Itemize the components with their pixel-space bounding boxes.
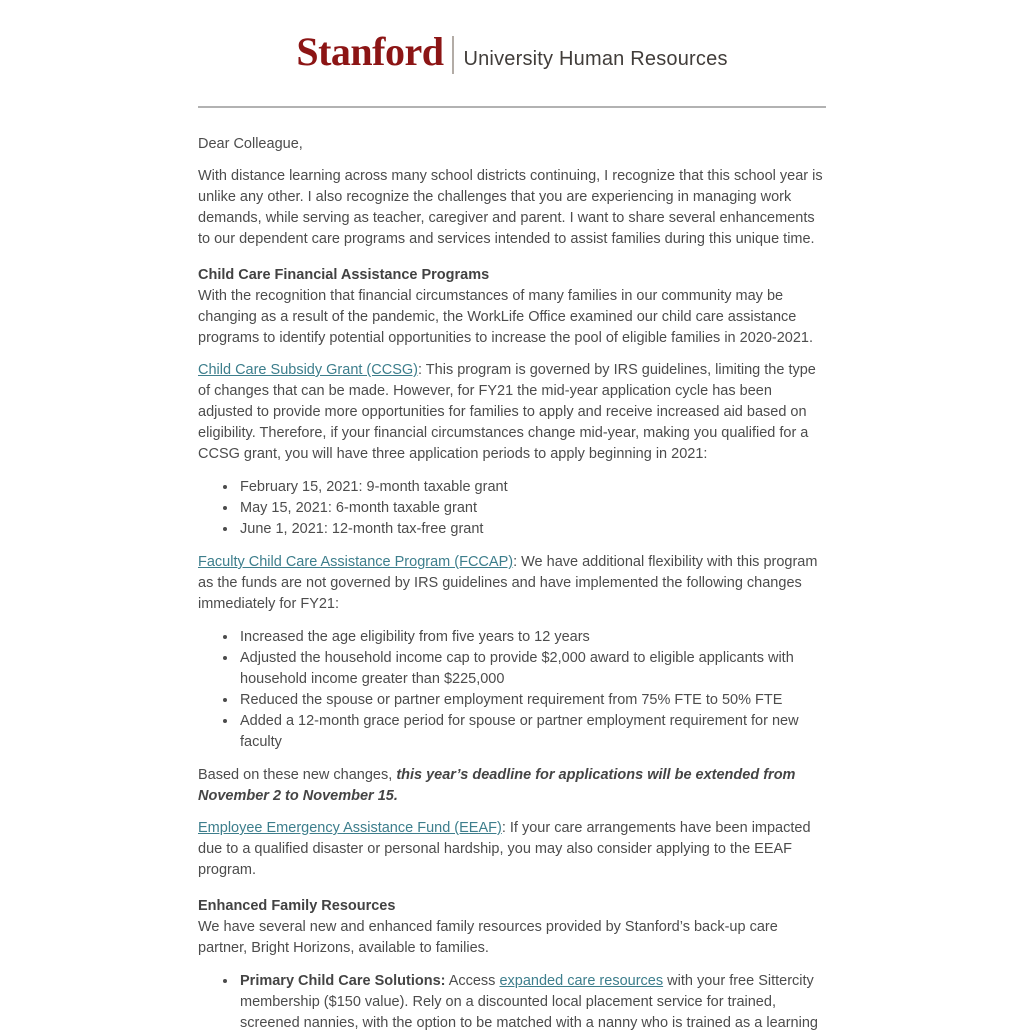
primary-child-care-label: Primary Child Care Solutions:: [240, 973, 446, 989]
fccap-link[interactable]: Faculty Child Care Assistance Program (FCCAP): [198, 554, 514, 570]
deadline-paragraph: [198, 765, 826, 807]
list-item: • June 1, 2021: 12-month tax-free grant: [238, 519, 826, 540]
list-item: • Reduced the spouse or partner employment requirement from 75% FTE to 50% FTE: [238, 690, 826, 711]
header-rule: [198, 106, 826, 108]
section1-heading: Child Care Financial Assistance Programs: [198, 267, 490, 283]
salutation: Dear Colleague,: [198, 136, 303, 152]
eeaf-link[interactable]: Employee Emergency Assistance Fund (EEAF): [198, 820, 502, 836]
ccsg-text: : This program is governed by IRS guidelines, limiting the type of changes that can be made. However, for FY21 the mid-year application cycle has been adjusted to provide more opportunities for families to apply and receive increased aid based on eligibility. Therefore, if your financial circumstances change mid-year, making you qualified for a CCSG grant, you will have three application periods to apply beginning in 2021:: [198, 362, 816, 462]
ccsg-bullet-list: [198, 477, 826, 540]
section2-heading: Enhanced Family Resources: [198, 898, 396, 914]
ccsg-link[interactable]: Child Care Subsidy Grant (CCSG): [198, 362, 418, 378]
primary-child-care-item: [238, 971, 826, 1034]
eeaf-paragraph: [198, 818, 826, 881]
fccap-text: : We have additional flexibility with this program as the funds are not governed by IRS guidelines and have implemented the following changes immediately for FY21:: [198, 554, 818, 612]
letter-content: [198, 134, 826, 1034]
eeaf-text: : If your care arrangements have been impacted due to a qualified disaster or personal hardship, you may also consider applying to the EEAF program.: [198, 820, 811, 878]
expanded-care-resources-link[interactable]: expanded care resources: [499, 973, 664, 989]
list-item: • May 15, 2021: 6-month taxable grant: [238, 498, 826, 519]
family-resources-bullet-list: [198, 971, 826, 1034]
ccsg-paragraph: [198, 360, 826, 465]
email-page: [198, 0, 826, 1034]
deadline-emphasis-text: this year’s deadline for applications will be extended from November 2 to November 15.: [198, 767, 796, 804]
list-item: • Adjusted the household income cap to provide $2,000 award to eligible applicants with household income greater than $225,000: [238, 648, 826, 690]
fccap-bullet-list: [198, 627, 826, 753]
intro-paragraph: With distance learning across many school districts continuing, I recognize that this school year is unlike any other. I also recognize the challenges that you are experiencing in managing work demands, while serving as teacher, caregiver and parent. I want to share several enhancements to our dependent care programs and services intended to assist families during this unique time.: [198, 168, 823, 247]
list-item: • Increased the age eligibility from five years to 12 years: [238, 627, 826, 648]
section2-intro-paragraph: We have several new and enhanced family resources provided by Stanford’s back-up care partner, Bright Horizons, available to families.: [198, 919, 778, 956]
fccap-paragraph: [198, 552, 826, 615]
logo-divider: [452, 36, 454, 74]
stanford-hr-masthead: [198, 0, 826, 74]
deadline-lead-text: Based on these new changes,: [198, 767, 397, 783]
list-item: • Added a 12-month grace period for spouse or partner employment requirement for new faculty: [238, 711, 826, 753]
section1-intro-paragraph: With the recognition that financial circumstances of many families in our community may be changing as a result of the pandemic, the WorkLife Office examined our child care assistance programs to identify potential opportunities to increase the pool of eligible families in 2020-2021.: [198, 288, 814, 346]
primary-child-care-pre-link-text: Access: [445, 973, 500, 989]
logo-department-label: University Human Resources: [463, 48, 728, 70]
list-item: • February 15, 2021: 9-month taxable grant: [238, 477, 826, 498]
stanford-wordmark: Stanford: [296, 29, 444, 74]
primary-child-care-post-link-text: with your free Sittercity membership ($150 value). Rely on a discounted local placement service for trained, screened nannies, with the option to be matched with a nanny who is trained as a learning: [240, 973, 818, 1031]
